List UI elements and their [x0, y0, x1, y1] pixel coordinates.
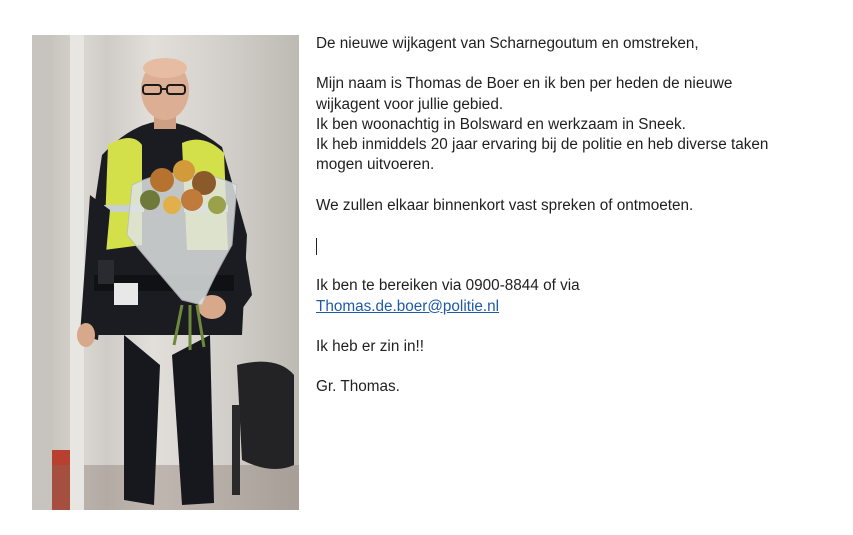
paragraph-gap — [316, 357, 846, 377]
officer-photo — [32, 35, 299, 510]
paragraph-gap — [316, 317, 846, 337]
letter-body — [316, 34, 846, 398]
paragraph-gap — [316, 216, 846, 236]
signature: Gr. Thomas. — [316, 378, 400, 396]
text-cursor — [316, 238, 317, 255]
intro-line: Ik heb inmiddels 20 jaar ervaring bij de politie en heb diverse taken — [316, 136, 769, 153]
intro-line: Ik ben woonachtig in Bolsward en werkzaam in Sneek. — [316, 115, 686, 133]
intro-line: wijkagent voor jullie gebied. — [316, 95, 504, 113]
intro-line: mogen uitvoeren. — [316, 156, 435, 174]
paragraph-gap — [316, 256, 846, 276]
salutation: De nieuwe wijkagent van Scharnegoutum en omstreken, — [316, 35, 699, 52]
paragraph-gap — [316, 175, 846, 195]
intro-line: Mijn naam is Thomas de Boer en ik ben per heden de nieuwe — [316, 75, 733, 93]
contact-text: Ik ben te bereiken via 0900-8844 of via — [316, 277, 580, 295]
email-link[interactable]: Thomas.de.boer@politie.nl — [316, 297, 500, 315]
officer-photo-illustration — [32, 35, 299, 510]
text-cursor-line[interactable] — [316, 236, 846, 256]
closing-excited: Ik heb er zin in!! — [316, 337, 424, 355]
paragraph-gap — [316, 54, 846, 74]
meet-text: We zullen elkaar binnenkort vast spreken of ontmoeten. — [316, 196, 694, 214]
